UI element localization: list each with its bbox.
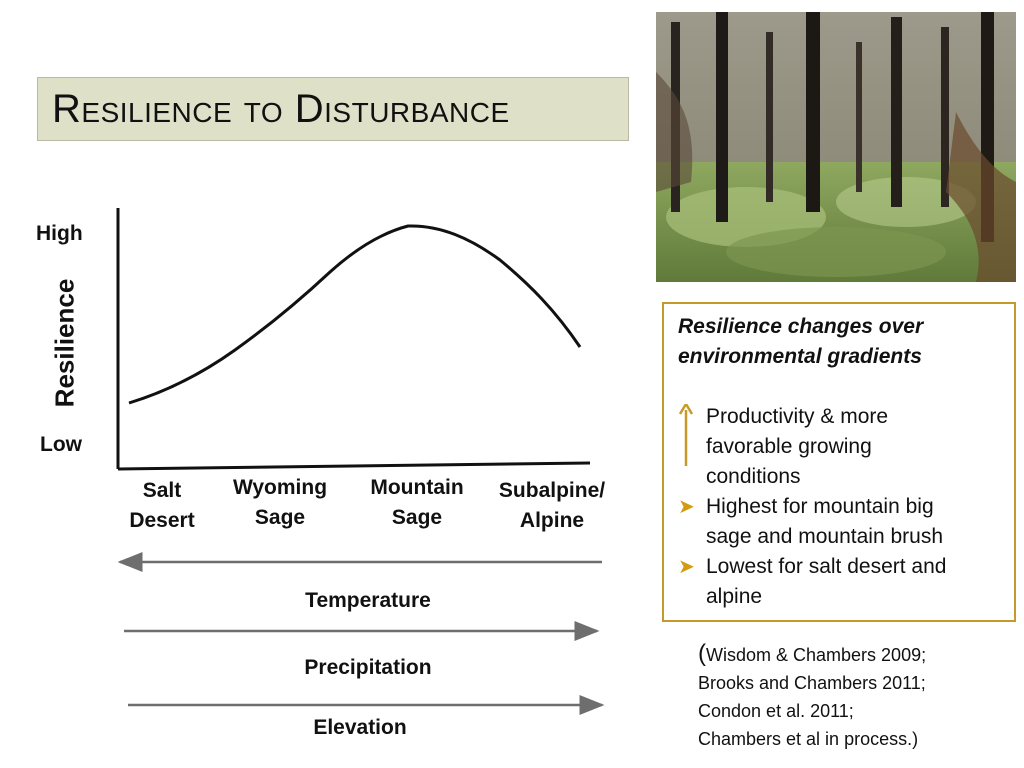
x-axis-line bbox=[118, 463, 590, 469]
category-wyoming-sage bbox=[215, 473, 345, 533]
citation-line: Condon et al. 2011; bbox=[698, 701, 854, 721]
info-heading-line: environmental gradients bbox=[678, 345, 922, 368]
up-arrow-icon bbox=[678, 404, 694, 466]
citation-line: Wisdom & Chambers 2009; bbox=[706, 645, 927, 665]
arrow-bullet-icon: ➤ bbox=[678, 556, 695, 578]
category-label-line: Desert bbox=[129, 509, 195, 532]
category-label-line: Wyoming bbox=[232, 476, 328, 499]
y-low-label: Low bbox=[40, 433, 82, 456]
productivity-item bbox=[678, 402, 1000, 492]
precipitation-label: Precipitation bbox=[304, 656, 432, 679]
elevation-label: Elevation bbox=[313, 716, 407, 739]
citation-line: Chambers et al in process.) bbox=[698, 729, 919, 749]
burned-forest-photo bbox=[656, 12, 1016, 282]
category-label-line: Mountain bbox=[370, 476, 464, 499]
bullet-line: Lowest for salt desert and bbox=[706, 555, 947, 578]
category-mountain-sage bbox=[352, 473, 482, 533]
category-salt-desert bbox=[97, 476, 227, 536]
productivity-line: Productivity & more bbox=[706, 405, 889, 428]
resilience-curve bbox=[129, 226, 580, 403]
category-label-line: Alpine bbox=[519, 509, 585, 532]
citation bbox=[698, 640, 1008, 753]
bullet-highest bbox=[678, 492, 1000, 552]
arrow-bullet-icon: ➤ bbox=[678, 496, 695, 518]
category-label-line: Salt bbox=[142, 479, 182, 502]
category-label-line: Subalpine/ bbox=[498, 479, 606, 502]
y-axis-label: Resilience bbox=[49, 278, 80, 408]
category-label-line: Sage bbox=[391, 506, 443, 529]
category-label-line: Sage bbox=[254, 506, 306, 529]
info-box bbox=[662, 302, 1016, 622]
bullet-line: Highest for mountain big bbox=[706, 495, 934, 518]
citation-line: Brooks and Chambers 2011; bbox=[698, 673, 926, 693]
citation-open-paren: ( bbox=[698, 640, 706, 667]
productivity-line: favorable growing bbox=[706, 435, 872, 458]
productivity-line: conditions bbox=[706, 465, 801, 488]
bullet-line: sage and mountain brush bbox=[706, 525, 943, 548]
info-heading-line: Resilience changes over bbox=[678, 315, 924, 338]
slide-title: Resilience to Disturbance bbox=[52, 86, 510, 131]
info-heading bbox=[678, 312, 1000, 372]
y-high-label: High bbox=[36, 222, 83, 245]
bullet-line: alpine bbox=[706, 585, 763, 608]
category-subalpine-alpine bbox=[487, 476, 617, 536]
temperature-label: Temperature bbox=[305, 589, 431, 612]
bullet-lowest bbox=[678, 552, 1000, 612]
